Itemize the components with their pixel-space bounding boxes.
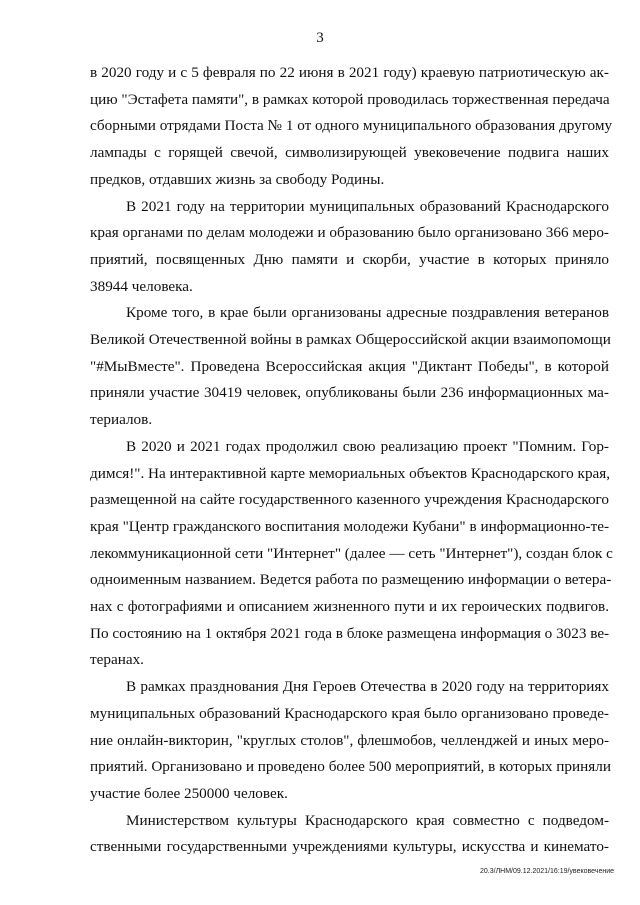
text-line: Министерством культуры Краснодарского края совместно с подведом- (126, 811, 609, 829)
text-line: нах с фотографиями и описанием жизненного пути и их героических подвигов. (90, 598, 609, 616)
paragraph (90, 434, 613, 674)
text-line: Кроме того, в крае были организованы адресные поздравления ветеранов (126, 304, 609, 322)
text-line: В рамках празднования Дня Героев Отечества в 2020 году на территориях (126, 678, 609, 696)
text-line: в 2020 году и с 5 февраля по 22 июня в 2021 году) краевую патриотическую ак- (90, 64, 609, 81)
text-line: размещенной на сайте государственного казенного учреждения Краснодарского (90, 491, 609, 509)
text-line: лекоммуникационной сети "Интернет" (далее — сеть "Интернет"), создан блок с (90, 544, 613, 562)
text-line: По состоянию на 1 октября 2021 года в блоке размещена информация о 3023 ве- (90, 624, 610, 642)
text-line: ние онлайн-викторин, "круглых столов", флешмобов, челленджей и иных меро- (90, 731, 609, 749)
text-line: одноименным названием. Ведется работа по размещению информации о ветера- (90, 571, 612, 589)
text-line: ственными государственными учреждениями культуры, искусства и кинемато- (90, 838, 609, 856)
document-body (90, 60, 613, 861)
text-line: В 2021 году на территории муниципальных образований Краснодарского (126, 197, 609, 215)
text-line: края "Центр гражданского воспитания молодежи Кубани" в информационно-те- (90, 517, 609, 535)
text-line: муниципальных образований Краснодарского края было организовано проведе- (90, 704, 609, 722)
document-stamp: 20.3/ЛНМ/09.12.2021/16:19/увековечение (480, 868, 615, 875)
text-line: приняли участие 30419 человек, опубликованы были 236 информационных ма- (90, 384, 609, 402)
text-line: 38944 человека. (90, 277, 193, 295)
text-line: приятий, посвященных Дню памяти и скорби, участие в которых приняло (90, 250, 609, 268)
text-line: предков, отдавших жизнь за свободу Родины. (90, 170, 385, 188)
text-line: теранах. (90, 651, 144, 669)
text-line: В 2020 и 2021 годах продолжил свою реализацию проект "Помним. Гор- (126, 437, 609, 455)
text-line: приятий. Организовано и проведено более 500 мероприятий, в которых приняли (90, 758, 611, 776)
text-line: димся!". На интерактивной карте мемориальных объектов Краснодарского края, (90, 464, 611, 482)
text-line: "#МыВместе". Проведена Всероссийская акция "Диктант Победы", в которой (90, 357, 609, 375)
paragraph (90, 808, 609, 861)
text-line: участие более 250000 человек. (90, 784, 288, 802)
paragraph (90, 194, 609, 301)
text-line: края органами по делам молодежи и образованию было организовано 366 меро- (90, 224, 609, 242)
text-line: Великой Отечественной войны в рамках Общероссийской акции взаимопомощи (90, 331, 611, 349)
text-line: сборными отрядами Поста № 1 от одного муниципального образования другому (90, 117, 613, 135)
paragraph (90, 60, 613, 194)
paragraph (90, 300, 609, 434)
text-line: цию "Эстафета памяти", в рамках которой проводилась торжественная передача (90, 90, 610, 108)
page-number: 3 (316, 30, 324, 46)
text-line: териалов. (90, 411, 153, 429)
paragraph (90, 674, 609, 808)
text-line: лампады с горящей свечой, символизирующей увековечение подвига наших (90, 144, 609, 162)
